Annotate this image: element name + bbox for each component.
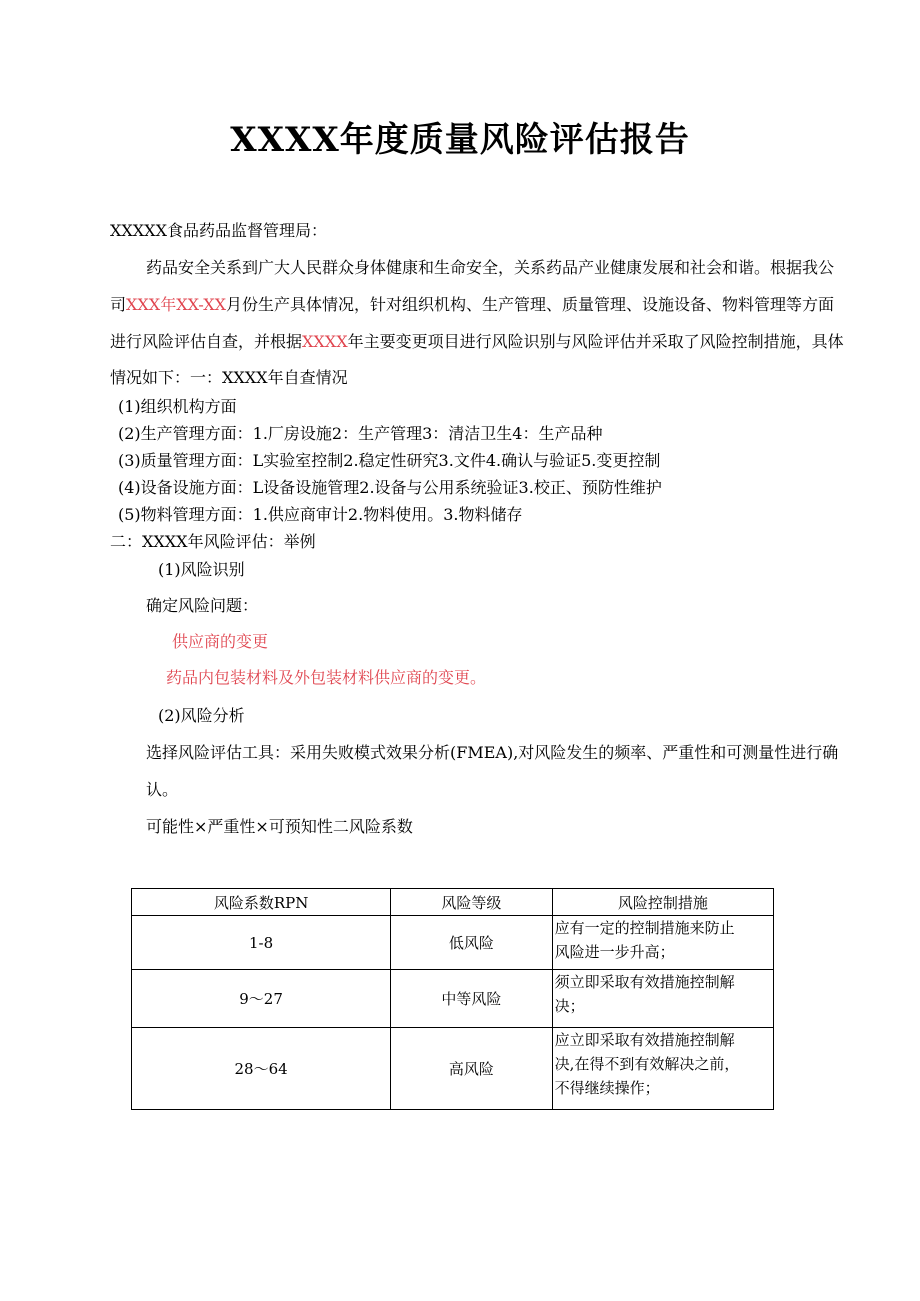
- step-risk-identification: (1)风险识别: [158, 560, 245, 579]
- checklist-item: (2)生产管理方面：1.厂房设施2：生产管理3：清洁卫生4：生产品种: [118, 424, 603, 443]
- intro-line-2-prefix: 司: [110, 295, 127, 314]
- rpn-cell: 28～64: [132, 1028, 391, 1110]
- measure-line: 风险进一步升高；: [554, 943, 675, 961]
- intro-line-3-suffix: 年主要变更项目进行风险识别与风险评估并采取了风险控制措施，具体: [347, 332, 844, 351]
- intro-line-2-suffix: 月份生产具体情况，针对组织机构、生产管理、质量管理、设施设备、物料管理等方面: [226, 295, 835, 314]
- intro-line-3: [110, 331, 844, 353]
- intro-line-2: [110, 294, 834, 316]
- header-risk-level: 风险等级: [391, 889, 552, 916]
- determine-issue-label: 确定风险问题：: [146, 596, 259, 615]
- section-2-heading: 二：XXXX年风险评估：举例: [110, 532, 316, 551]
- intro-line-1: 药品安全关系到广大人民群众身体健康和生命安全，关系药品产业健康发展和社会和谐。根据我公: [146, 258, 835, 277]
- measure-line: 须立即采取有效措施控制解: [554, 973, 735, 991]
- measure-cell: [552, 916, 773, 970]
- measure-line: 应立即采取有效措施控制解: [554, 1031, 735, 1049]
- risk-level-table: [131, 888, 774, 1110]
- tool-line-2: 认。: [146, 780, 179, 799]
- level-cell: 高风险: [391, 1028, 552, 1110]
- tool-line-1: 选择风险评估工具：采用失败模式效果分析(FMEA),对风险发生的频率、严重性和可测量性进行确: [146, 743, 839, 762]
- checklist-item: (3)质量管理方面：L实验室控制2.稳定性研究3.文件4.确认与验证5.变更控制: [118, 451, 661, 470]
- measure-cell: [552, 1028, 773, 1110]
- rpn-cell: 9～27: [132, 970, 391, 1028]
- intro-line-4: 情况如下：一：XXXX年自查情况: [110, 368, 348, 387]
- intro-line-3-prefix: 进行风险评估自查，并根据: [110, 332, 303, 351]
- addressee: XXXXX食品药品监督管理局：: [110, 221, 327, 240]
- level-cell: 低风险: [391, 916, 552, 970]
- issue-title: 供应商的变更: [172, 632, 269, 651]
- checklist-item: (5)物料管理方面：1.供应商审计2.物料使用。3.物料储存: [118, 505, 523, 524]
- report-title: XXXX年度质量风险评估报告: [230, 120, 690, 160]
- step-risk-analysis: (2)风险分析: [158, 706, 245, 725]
- header-rpn: 风险系数RPN: [132, 889, 391, 916]
- table-row: [132, 916, 774, 970]
- measure-line: 不得继续操作；: [554, 1079, 660, 1097]
- level-cell: 中等风险: [391, 970, 552, 1028]
- issue-description: 药品内包装材料及外包装材料供应商的变更。: [166, 668, 487, 687]
- checklist-item: (4)设备设施方面：L设备设施管理2.设备与公用系统验证3.校正、预防性维护: [118, 478, 662, 497]
- checklist-item: (1)组织机构方面: [118, 397, 237, 416]
- measure-line: 决,在得不到有效解决之前，: [554, 1055, 740, 1073]
- table-header-row: [132, 889, 774, 916]
- measure-line: 决；: [554, 997, 585, 1015]
- rpn-cell: 1-8: [132, 916, 391, 970]
- table-row: [132, 970, 774, 1028]
- measure-line: 应有一定的控制措施来防止: [554, 919, 735, 937]
- table-row: [132, 1028, 774, 1110]
- measure-cell: [552, 970, 773, 1028]
- header-control-measures: 风险控制措施: [552, 889, 773, 916]
- rpn-formula: 可能性×严重性×可预知性二风险系数: [146, 817, 413, 836]
- year-highlight: XXXX: [302, 332, 348, 351]
- period-highlight: XXX年XX-XX: [126, 295, 227, 314]
